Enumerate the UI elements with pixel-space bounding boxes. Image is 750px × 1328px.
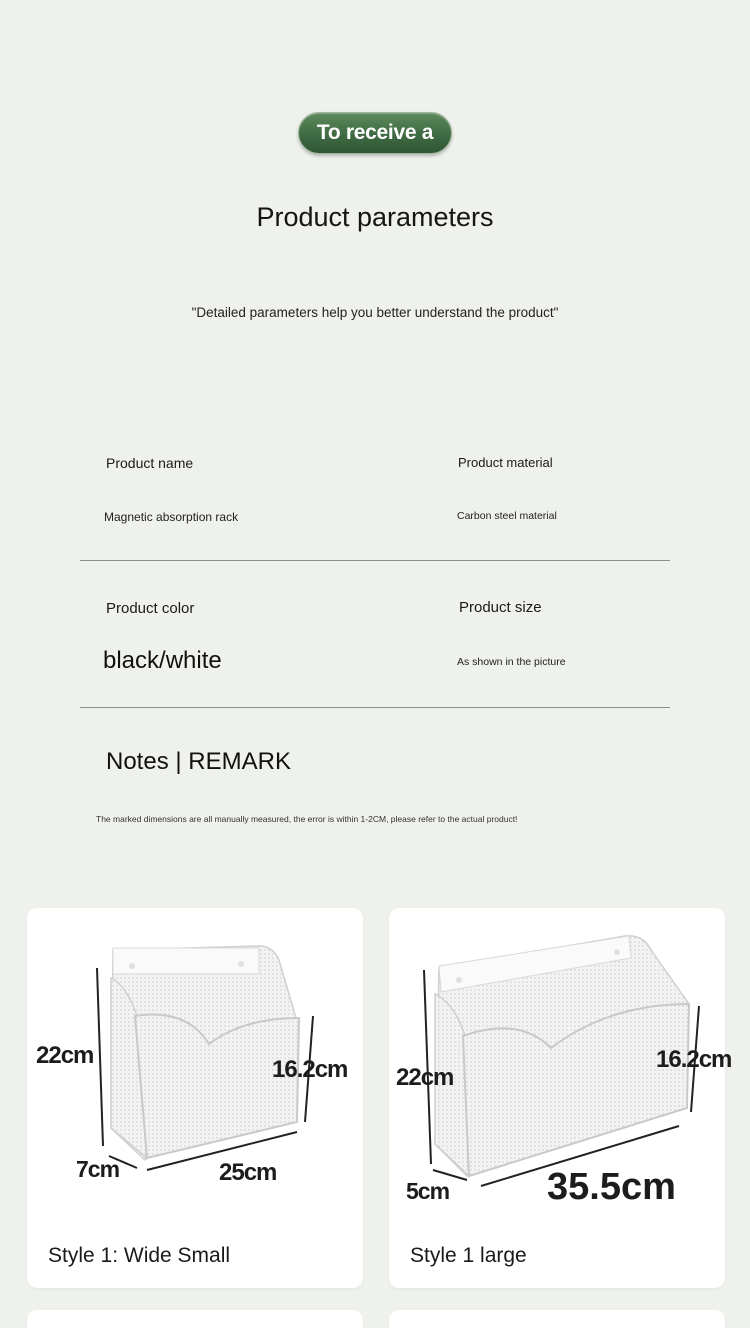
- dim-depth: 7cm: [76, 1156, 120, 1182]
- dim-front-height: 16.2cm: [656, 1046, 732, 1073]
- receive-badge-label: To receive a: [316, 121, 434, 144]
- dim-width: 25cm: [219, 1159, 277, 1186]
- dim-width: 35.5cm: [547, 1166, 676, 1208]
- product-material-label: Product material: [458, 455, 553, 470]
- notes-text: The marked dimensions are all manually measured, the error is within 1-2CM, please refer to the actual product!: [96, 814, 518, 824]
- product-color-label: Product color: [106, 600, 195, 617]
- product-material-value: Carbon steel material: [457, 510, 557, 522]
- product-name-label: Product name: [106, 455, 194, 471]
- page-title: Product parameters: [256, 202, 494, 232]
- product-card-next[interactable]: [389, 1310, 725, 1328]
- product-name-value: Magnetic absorption rack: [104, 510, 239, 524]
- product-size-label: Product size: [459, 599, 542, 616]
- page-subtitle: "Detailed parameters help you better understand the product": [191, 305, 559, 320]
- notes-title: Notes | REMARK: [106, 748, 291, 775]
- product-caption: Style 1 large: [410, 1244, 527, 1267]
- product-color-value: black/white: [103, 647, 222, 674]
- product-card-next[interactable]: [27, 1310, 363, 1328]
- divider: [80, 560, 670, 561]
- product-size-value: As shown in the picture: [457, 656, 566, 668]
- divider: [80, 707, 670, 708]
- receive-badge: [298, 112, 452, 154]
- dim-height: 22cm: [396, 1064, 454, 1091]
- product-card-small[interactable]: [27, 908, 363, 1288]
- dim-front-height: 16.2cm: [272, 1056, 348, 1083]
- dim-depth: 5cm: [406, 1178, 450, 1204]
- product-card-large[interactable]: [389, 908, 732, 1288]
- dim-height: 22cm: [36, 1042, 94, 1069]
- product-caption: Style 1: Wide Small: [48, 1244, 231, 1267]
